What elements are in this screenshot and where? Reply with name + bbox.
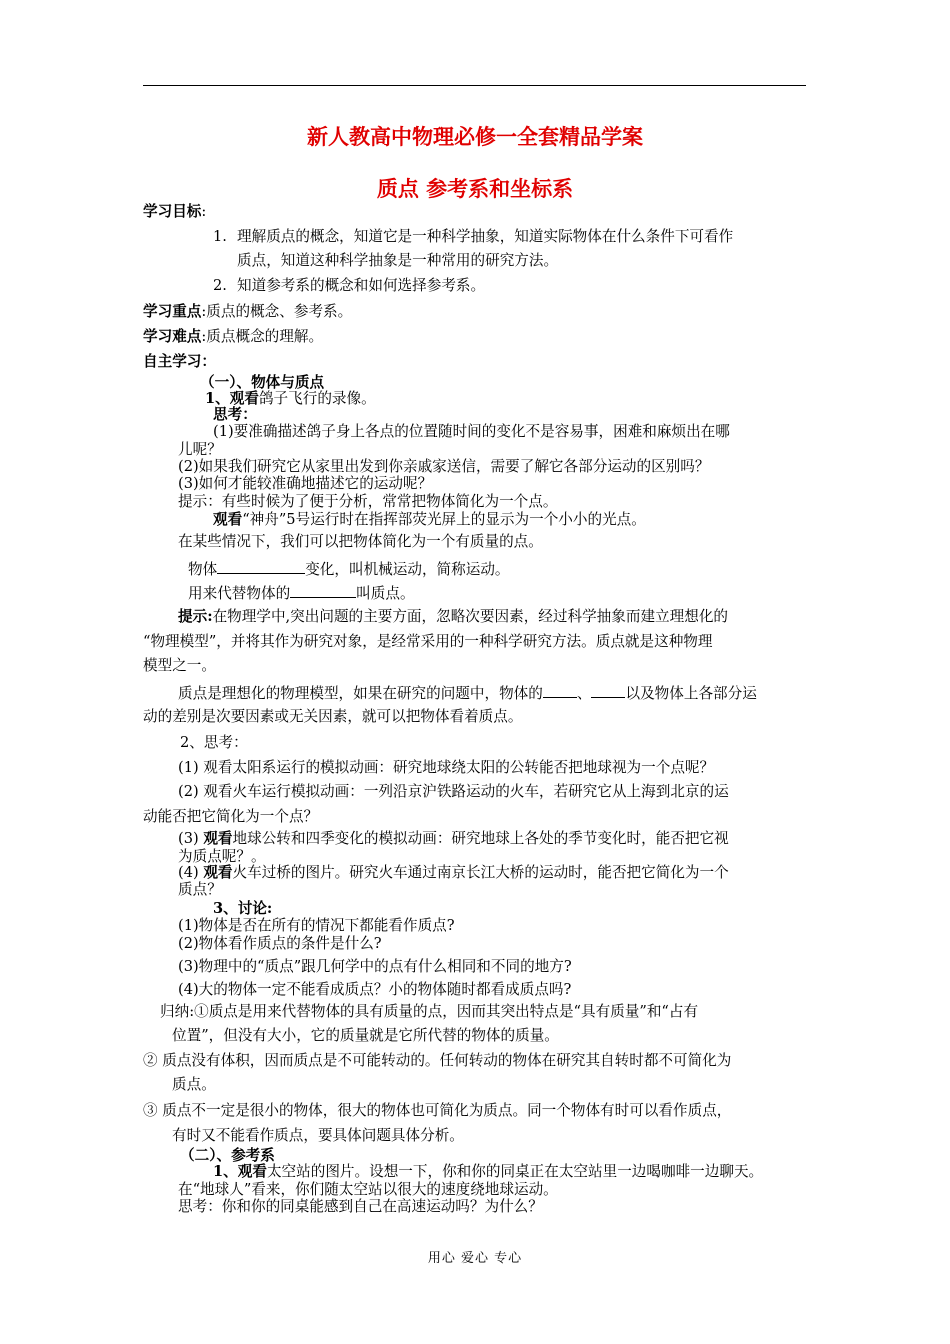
earthling-view: 在“地球人”看来，你们随太空站以很大的速度绕地球运动。 [178, 1181, 558, 1198]
simplify-statement: 在某些情况下，我们可以把物体简化为一个有质量的点。 [178, 533, 543, 550]
self-study-label: 自主学习： [143, 353, 216, 370]
question-3: (3)如何才能较准确地描述它的运动呢？ [178, 475, 433, 492]
discuss-item-3: (3)物理中的“质点”跟几何学中的点有什么相同和不同的地方? [178, 958, 572, 975]
objectives-label: 学习目标 [143, 203, 202, 220]
part2-heading: （二）、参考系 [180, 1147, 275, 1164]
observe-pigeon: 1、观看鸽子飞行的录像。 [205, 390, 376, 407]
objective-1-line2: 质点，知道这种科学抽象是一种常用的研究方法。 [237, 252, 559, 269]
hint-1: 提示：有些时候为了便于分析，常常把物体简化为一个点。 [178, 493, 558, 510]
fill-blank-1: 物体 变化，叫机械运动，简称运动。 [188, 561, 510, 578]
discuss-item-4: (4)大的物体一定不能看成质点？小的物体随时都看成质点吗? [178, 981, 572, 998]
summary-2-line1: ② 质点没有体积，因而质点是不可能转动的。任何转动的物体在研究其自转时都不可简化为 [143, 1052, 732, 1069]
observe-shenzhou: 观看“神舟”5号运行时在指挥部荧光屏上的显示为一个小小的光点。 [213, 511, 646, 528]
think-item-4-line1: (4) 观看火车过桥的图片。研究火车通过南京长江大桥的运动时，能否把它简化为一个 [178, 864, 729, 881]
think-item-2-line1: (2) 观看火车运行模拟动画：一列沿京沪铁路运动的火车，若研究它从上海到北京的运 [178, 783, 729, 800]
blank-2[interactable] [290, 585, 356, 598]
think-item-2-line2: 动能否把它简化为一个点？ [143, 808, 319, 825]
question-2: (2)如果我们研究它从家里出发到你亲戚家送信，需要了解它各部分运动的区别吗？ [178, 458, 710, 475]
header-rule [143, 85, 806, 86]
think-label: 思考： [213, 406, 257, 423]
sub-title: 质点 参考系和坐标系 [376, 176, 574, 201]
space-station-question: 思考：你和你的同桌能感到自己在高速运动吗？为什么？ [178, 1198, 543, 1215]
key-point: 学习重点:质点的概念、参考系。 [143, 303, 353, 320]
think-item-3-line2: 为质点呢？。 [178, 848, 266, 865]
think-item-3-line1: (3) 观看地球公转和四季变化的模拟动画：研究地球上各处的季节变化时，能否把它视 [178, 830, 729, 847]
objective-2-text: 知道参考系的概念和如何选择参考系。 [237, 277, 486, 294]
objective-1-num: 1. [213, 228, 227, 245]
objective-2-num: 2. [213, 277, 227, 294]
fill-blank-2: 用来代替物体的 叫质点。 [188, 585, 415, 602]
summary-1-line1: 归纳:①质点是用来代替物体的具有质量的点，因而其突出特点是“具有质量”和“占有 [160, 1003, 699, 1020]
part1-heading: （一）、物体与质点 [200, 374, 325, 391]
page-footer: 用心 爱心 专心 [427, 1251, 523, 1266]
blank-4[interactable] [591, 685, 625, 698]
summary-3-line2: 有时又不能看作质点，要具体问题具体分析。 [172, 1127, 464, 1144]
summary-1-line2: 位置”，但没有大小，它的质量就是它所代替的物体的质量。 [172, 1027, 559, 1044]
difficulty: 学习难点:质点概念的理解。 [143, 328, 324, 345]
objectives-heading: 学习目标: [143, 203, 207, 220]
summary-2-line2: 质点。 [172, 1076, 216, 1093]
think-item-1: (1) 观看太阳系运行的模拟动画：研究地球绕太阳的公转能否把地球视为一个点呢？ [178, 759, 715, 776]
main-title: 新人教高中物理必修一全套精品学案 [307, 124, 643, 149]
discuss-item-2: (2)物体看作质点的条件是什么? [178, 935, 382, 952]
ideal-model-line2: 动的差别是次要因素或无关因素，就可以把物体看着质点。 [143, 708, 523, 725]
question-1-line1: (1)要准确描述鸽子身上各点的位置随时间的变化不是容易事，困难和麻烦出在哪 [213, 423, 730, 440]
blank-1[interactable] [217, 561, 305, 574]
hint-2-line3: 模型之一。 [143, 657, 216, 674]
blank-3[interactable] [543, 685, 577, 698]
objective-1-line1: 理解质点的概念，知道它是一种科学抽象，知道实际物体在什么条件下可看作 [237, 228, 734, 245]
question-1-line2: 儿呢？ [178, 441, 222, 458]
think-item-4-line2: 质点？ [178, 881, 222, 898]
observe-space-station: 1、观看太空站的图片。设想一下，你和你的同桌正在太空站里一边喝咖啡一边聊天。 [213, 1163, 764, 1180]
hint-2-line1: 提示:在物理学中,突出问题的主要方面，忽略次要因素，经过科学抽象而建立理想化的 [178, 608, 729, 625]
summary-3-line1: ③ 质点不一定是很小的物体，很大的物体也可简化为质点。同一个物体有时可以看作质点， [143, 1102, 732, 1119]
hint-2-line2: “物理模型”，并将其作为研究对象，是经常采用的一种科学研究方法。质点就是这种物理 [143, 633, 713, 650]
ideal-model-line1: 质点是理想化的物理模型，如果在研究的问题中，物体的 、 以及物体上各部分运 [178, 685, 757, 702]
discuss-item-1: (1)物体是否在所有的情况下都能看作质点? [178, 917, 455, 934]
discuss-label: 3、讨论: [213, 900, 273, 917]
think-2-label: 2、思考： [180, 734, 248, 751]
